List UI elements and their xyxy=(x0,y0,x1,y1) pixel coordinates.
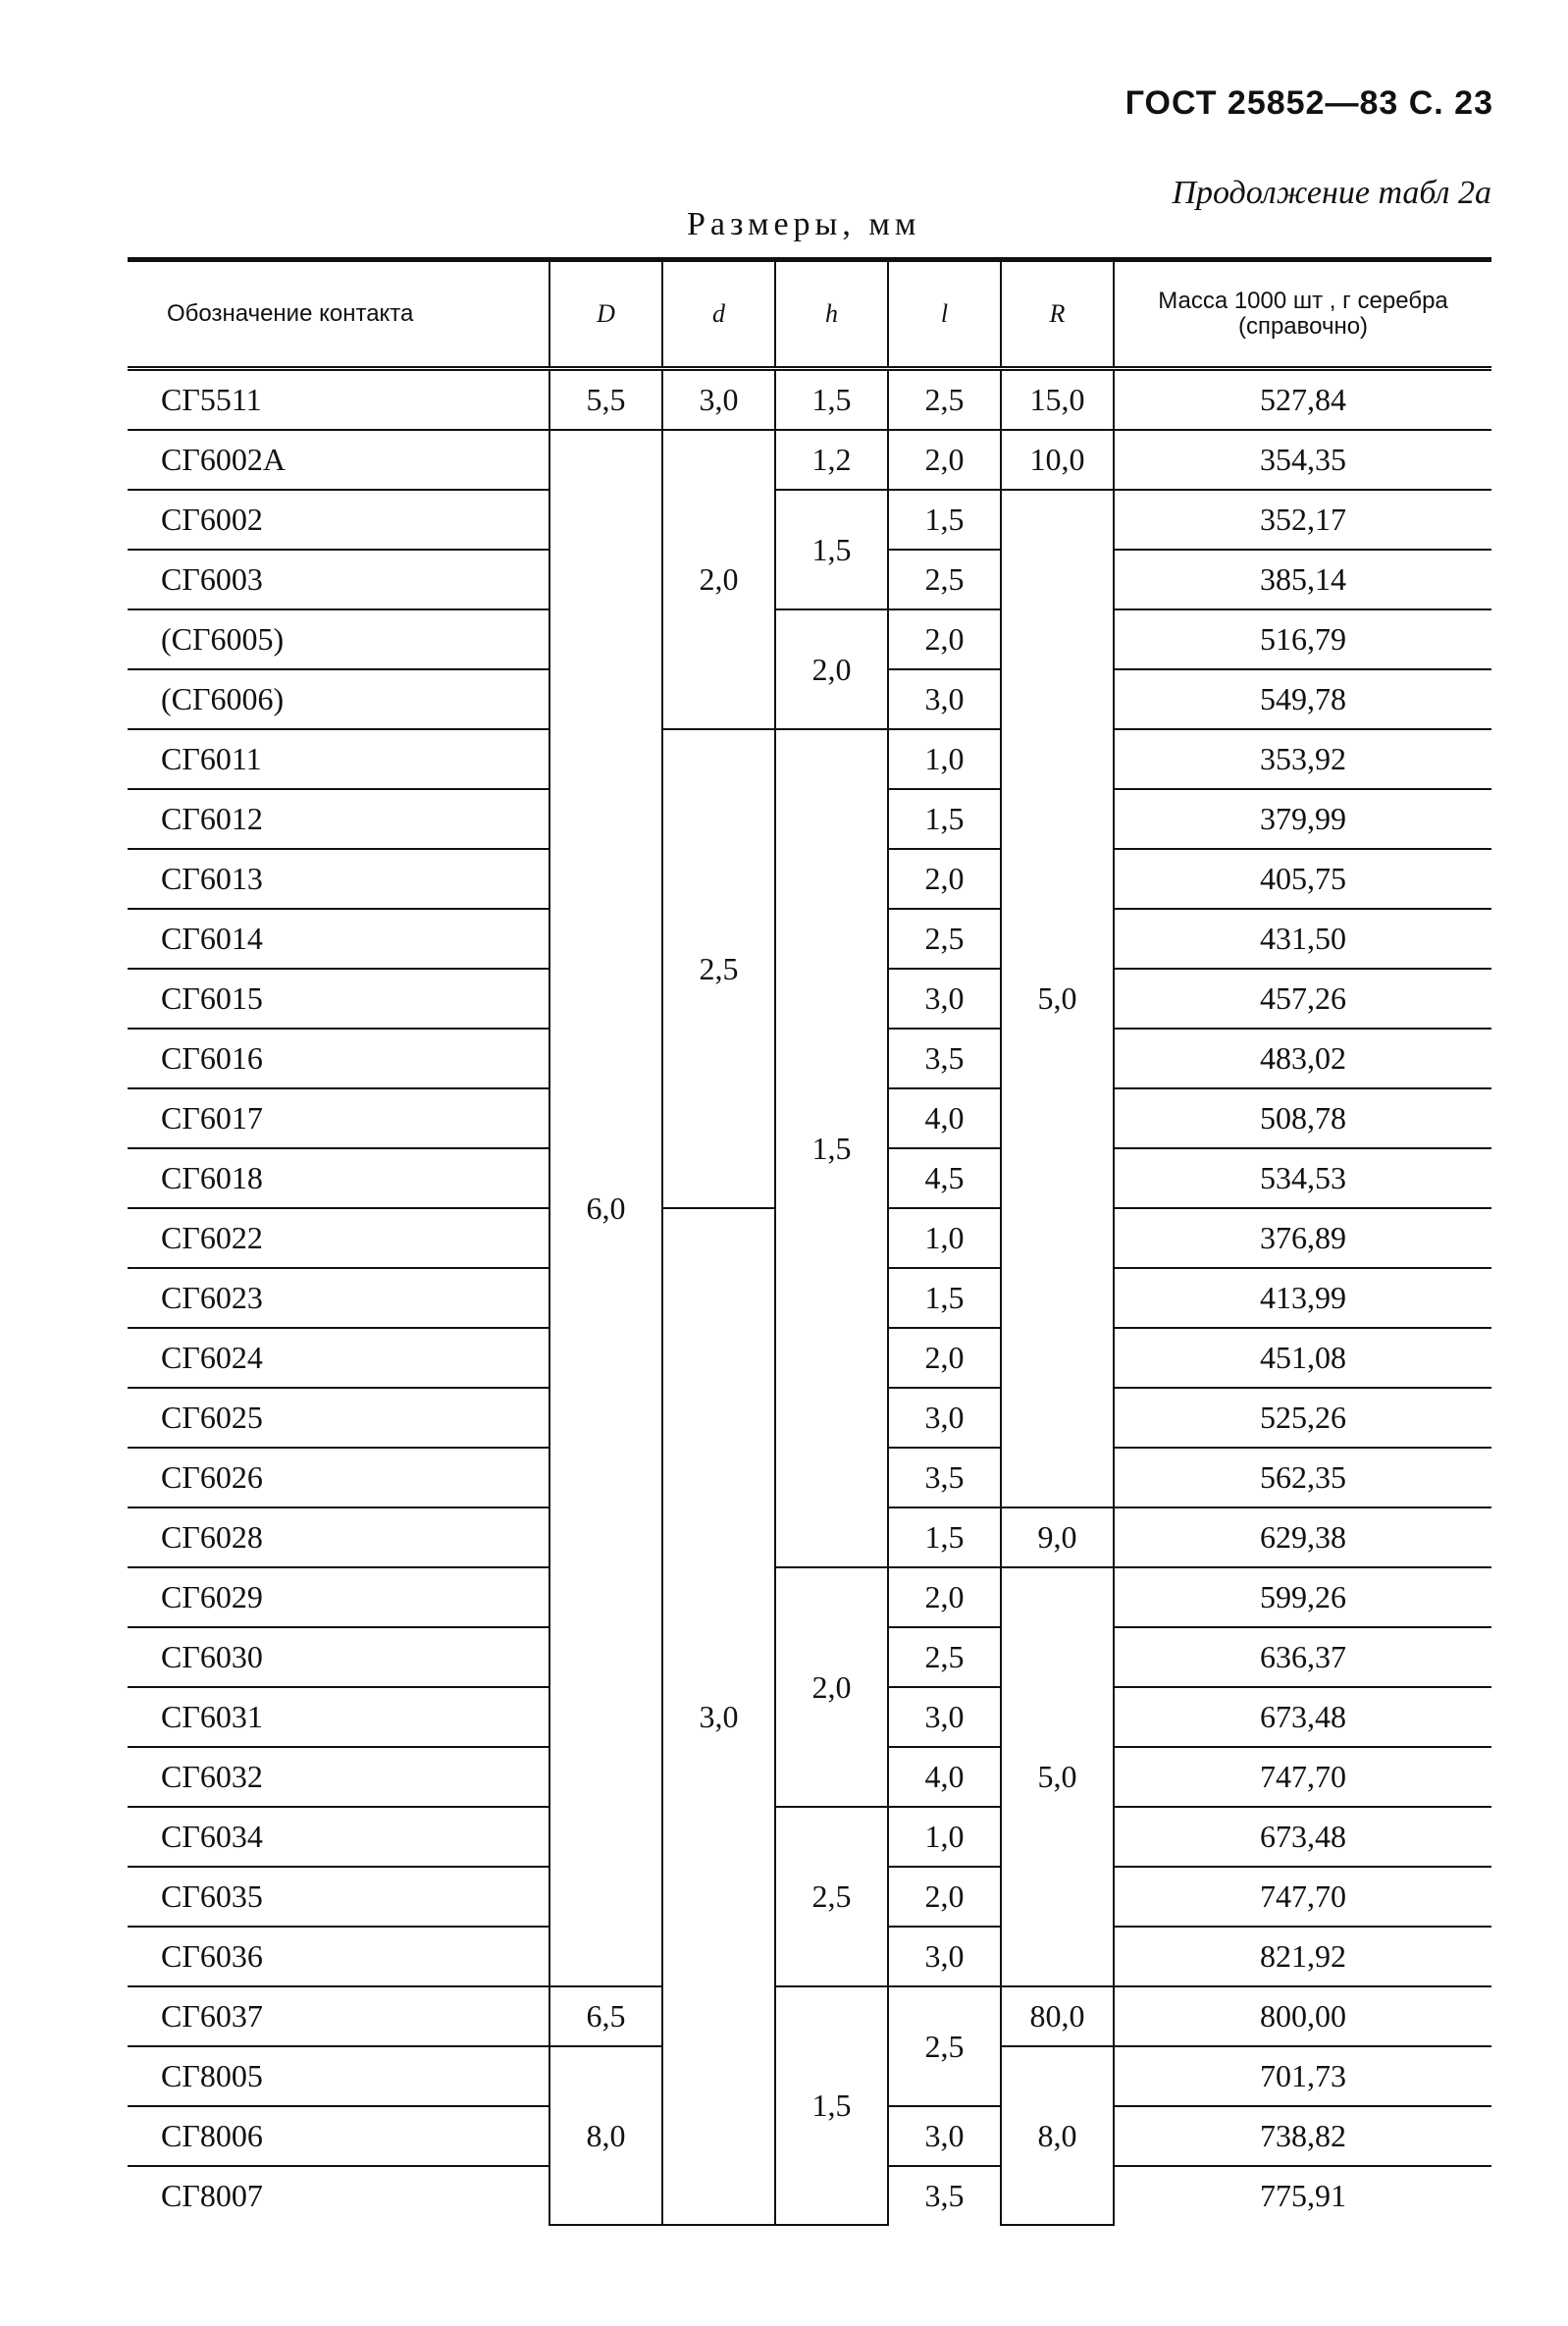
contact-designation: СГ6022 xyxy=(128,1208,549,1268)
table-body xyxy=(128,369,1491,2226)
cell-h: 1,5 xyxy=(775,369,888,431)
header-R: R xyxy=(1001,260,1114,369)
cell-l: 1,5 xyxy=(888,1268,1001,1328)
cell-mass: 483,02 xyxy=(1114,1029,1491,1088)
cell-h: 1,5 xyxy=(775,490,888,609)
header-l: l xyxy=(888,260,1001,369)
contact-designation: СГ6034 xyxy=(128,1807,549,1867)
header-designation: Обозначение контакта xyxy=(128,260,549,369)
cell-mass: 508,78 xyxy=(1114,1088,1491,1148)
cell-l: 3,5 xyxy=(888,2166,1001,2225)
cell-l: 2,0 xyxy=(888,609,1001,669)
cell-mass: 525,26 xyxy=(1114,1388,1491,1448)
contact-designation: СГ6018 xyxy=(128,1148,549,1208)
cell-mass: 562,35 xyxy=(1114,1448,1491,1507)
cell-h: 1,5 xyxy=(775,1986,888,2225)
contact-designation: СГ6024 xyxy=(128,1328,549,1388)
cell-l: 2,0 xyxy=(888,1328,1001,1388)
contact-designation: СГ8007 xyxy=(161,2178,263,2213)
contact-designation: СГ6032 xyxy=(128,1747,549,1807)
contact-designation: СГ6002 xyxy=(128,490,549,550)
contact-designation: (СГ6005) xyxy=(128,609,549,669)
cell-mass: 431,50 xyxy=(1114,909,1491,969)
cell-d: 2,5 xyxy=(662,729,775,1208)
contact-designation: СГ8005 xyxy=(128,2046,549,2106)
table-row xyxy=(128,1807,1491,1867)
table-row xyxy=(128,1986,1491,2046)
cell-mass: 599,26 xyxy=(1114,1567,1491,1627)
cell-l: 4,0 xyxy=(888,1747,1001,1807)
units-caption: Размеры, мм xyxy=(687,206,921,242)
contact-designation: СГ6014 xyxy=(128,909,549,969)
cell-l: 3,5 xyxy=(888,1448,1001,1507)
cell-mass: 413,99 xyxy=(1114,1268,1491,1328)
cell-mass: 738,82 xyxy=(1114,2106,1491,2166)
cell-mass: 701,73 xyxy=(1114,2046,1491,2106)
contact-designation: СГ6031 xyxy=(128,1687,549,1747)
cell-mass: 747,70 xyxy=(1114,1867,1491,1927)
cell-h: 2,0 xyxy=(775,1567,888,1807)
contact-designation: СГ6026 xyxy=(128,1448,549,1507)
contact-designation: СГ6029 xyxy=(128,1567,549,1627)
cell-mass: 636,37 xyxy=(1114,1627,1491,1687)
cell-h: 2,0 xyxy=(775,609,888,729)
cell-l: 1,5 xyxy=(888,1507,1001,1567)
header-D: D xyxy=(549,260,662,369)
cell-l: 1,5 xyxy=(888,490,1001,550)
contact-designation: СГ6011 xyxy=(128,729,549,789)
cell-mass: 385,14 xyxy=(1114,550,1491,609)
cell-l: 2,5 xyxy=(888,1986,1001,2106)
cell-h: 1,2 xyxy=(775,430,888,490)
cell-d: 3,0 xyxy=(662,369,775,431)
dimensions-table xyxy=(128,257,1491,2226)
header-mass: Масса 1000 шт , г серебра (справочно) xyxy=(1114,260,1491,369)
contact-designation: СГ6030 xyxy=(128,1627,549,1687)
cell-l: 2,5 xyxy=(888,550,1001,609)
cell-mass: 451,08 xyxy=(1114,1328,1491,1388)
cell-l: 3,0 xyxy=(888,2106,1001,2166)
contact-designation: (СГ6006) xyxy=(128,669,549,729)
page-header: ГОСТ 25852—83 С. 23 xyxy=(1124,84,1493,122)
cell-R: 80,0 xyxy=(1001,1986,1114,2046)
table-header-row xyxy=(128,260,1491,369)
cell-mass: 800,00 xyxy=(1114,1986,1491,2046)
contact-designation: СГ6023 xyxy=(128,1268,549,1328)
contact-designation: СГ6003 xyxy=(128,550,549,609)
cell-mass: 673,48 xyxy=(1114,1687,1491,1747)
cell-mass: 457,26 xyxy=(1114,969,1491,1029)
cell-D: 6,0 xyxy=(549,430,662,1986)
cell-mass: 353,92 xyxy=(1114,729,1491,789)
cell-D: 6,5 xyxy=(549,1986,662,2046)
table-row xyxy=(128,1567,1491,1627)
cell-mass: 527,84 xyxy=(1114,369,1491,431)
cell-mass: 379,99 xyxy=(1114,789,1491,849)
cell-l: 2,0 xyxy=(888,1867,1001,1927)
cell-R: 5,0 xyxy=(1001,490,1114,1507)
contact-designation: СГ6035 xyxy=(128,1867,549,1927)
cell-l: 3,0 xyxy=(888,969,1001,1029)
cell-mass: 376,89 xyxy=(1114,1208,1491,1268)
cell-l: 1,0 xyxy=(888,1807,1001,1867)
cell-l: 3,5 xyxy=(888,1029,1001,1088)
cell-l: 2,5 xyxy=(888,369,1001,431)
cell-l: 4,0 xyxy=(888,1088,1001,1148)
header-d: d xyxy=(662,260,775,369)
cell-l: 1,0 xyxy=(888,729,1001,789)
cell-mass: 775,91 xyxy=(1114,2166,1491,2225)
cell-mass: 673,48 xyxy=(1114,1807,1491,1867)
cell-l: 2,0 xyxy=(888,849,1001,909)
cell-l: 3,0 xyxy=(888,1687,1001,1747)
cell-mass: 549,78 xyxy=(1114,669,1491,729)
header-h: h xyxy=(775,260,888,369)
cell-mass: 629,38 xyxy=(1114,1507,1491,1567)
dimensions-table-container xyxy=(128,257,1491,2226)
cell-l: 3,0 xyxy=(888,1388,1001,1448)
contact-designation: СГ6017 xyxy=(128,1088,549,1148)
contact-designation: СГ6025 xyxy=(128,1388,549,1448)
cell-d: 3,0 xyxy=(662,1208,775,2225)
cell-l: 1,5 xyxy=(888,789,1001,849)
cell-h: 2,5 xyxy=(775,1807,888,1986)
cell-mass: 516,79 xyxy=(1114,609,1491,669)
cell-l: 3,0 xyxy=(888,669,1001,729)
cell-l: 1,0 xyxy=(888,1208,1001,1268)
cell-R: 9,0 xyxy=(1001,1507,1114,1567)
contact-designation: СГ6036 xyxy=(128,1927,549,1986)
contact-designation: СГ6015 xyxy=(128,969,549,1029)
table-continuation-label: Продолжение табл 2а xyxy=(1172,175,1491,211)
cell-l: 3,0 xyxy=(888,1927,1001,1986)
contact-designation: СГ6012 xyxy=(128,789,549,849)
cell-R: 8,0 xyxy=(1001,2046,1114,2225)
cell-d: 2,0 xyxy=(662,430,775,729)
contact-designation: СГ5511 xyxy=(128,369,549,431)
table-row xyxy=(128,729,1491,789)
table-row xyxy=(128,490,1491,550)
cell-l: 4,5 xyxy=(888,1148,1001,1208)
table-row xyxy=(128,369,1491,431)
cell-R: 10,0 xyxy=(1001,430,1114,490)
contact-designation: СГ6002А xyxy=(128,430,549,490)
cell-h: 1,5 xyxy=(775,729,888,1567)
cell-l: 2,0 xyxy=(888,430,1001,490)
cell-D: 8,0 xyxy=(549,2046,662,2225)
cell-R: 5,0 xyxy=(1001,1567,1114,1986)
cell-mass: 747,70 xyxy=(1114,1747,1491,1807)
contact-designation: СГ6013 xyxy=(128,849,549,909)
table-row xyxy=(128,609,1491,669)
cell-mass: 352,17 xyxy=(1114,490,1491,550)
cell-mass: 405,75 xyxy=(1114,849,1491,909)
cell-mass: 354,35 xyxy=(1114,430,1491,490)
cell-mass: 821,92 xyxy=(1114,1927,1491,1986)
contact-designation: СГ6016 xyxy=(128,1029,549,1088)
cell-l: 2,5 xyxy=(888,1627,1001,1687)
cell-R: 15,0 xyxy=(1001,369,1114,431)
cell-D: 5,5 xyxy=(549,369,662,431)
contact-designation: СГ6028 xyxy=(128,1507,549,1567)
cell-l: 2,5 xyxy=(888,909,1001,969)
cell-l: 2,0 xyxy=(888,1567,1001,1627)
contact-designation: СГ8006 xyxy=(128,2106,549,2166)
contact-designation: СГ6037 xyxy=(128,1986,549,2046)
cell-mass: 534,53 xyxy=(1114,1148,1491,1208)
table-row xyxy=(128,430,1491,490)
